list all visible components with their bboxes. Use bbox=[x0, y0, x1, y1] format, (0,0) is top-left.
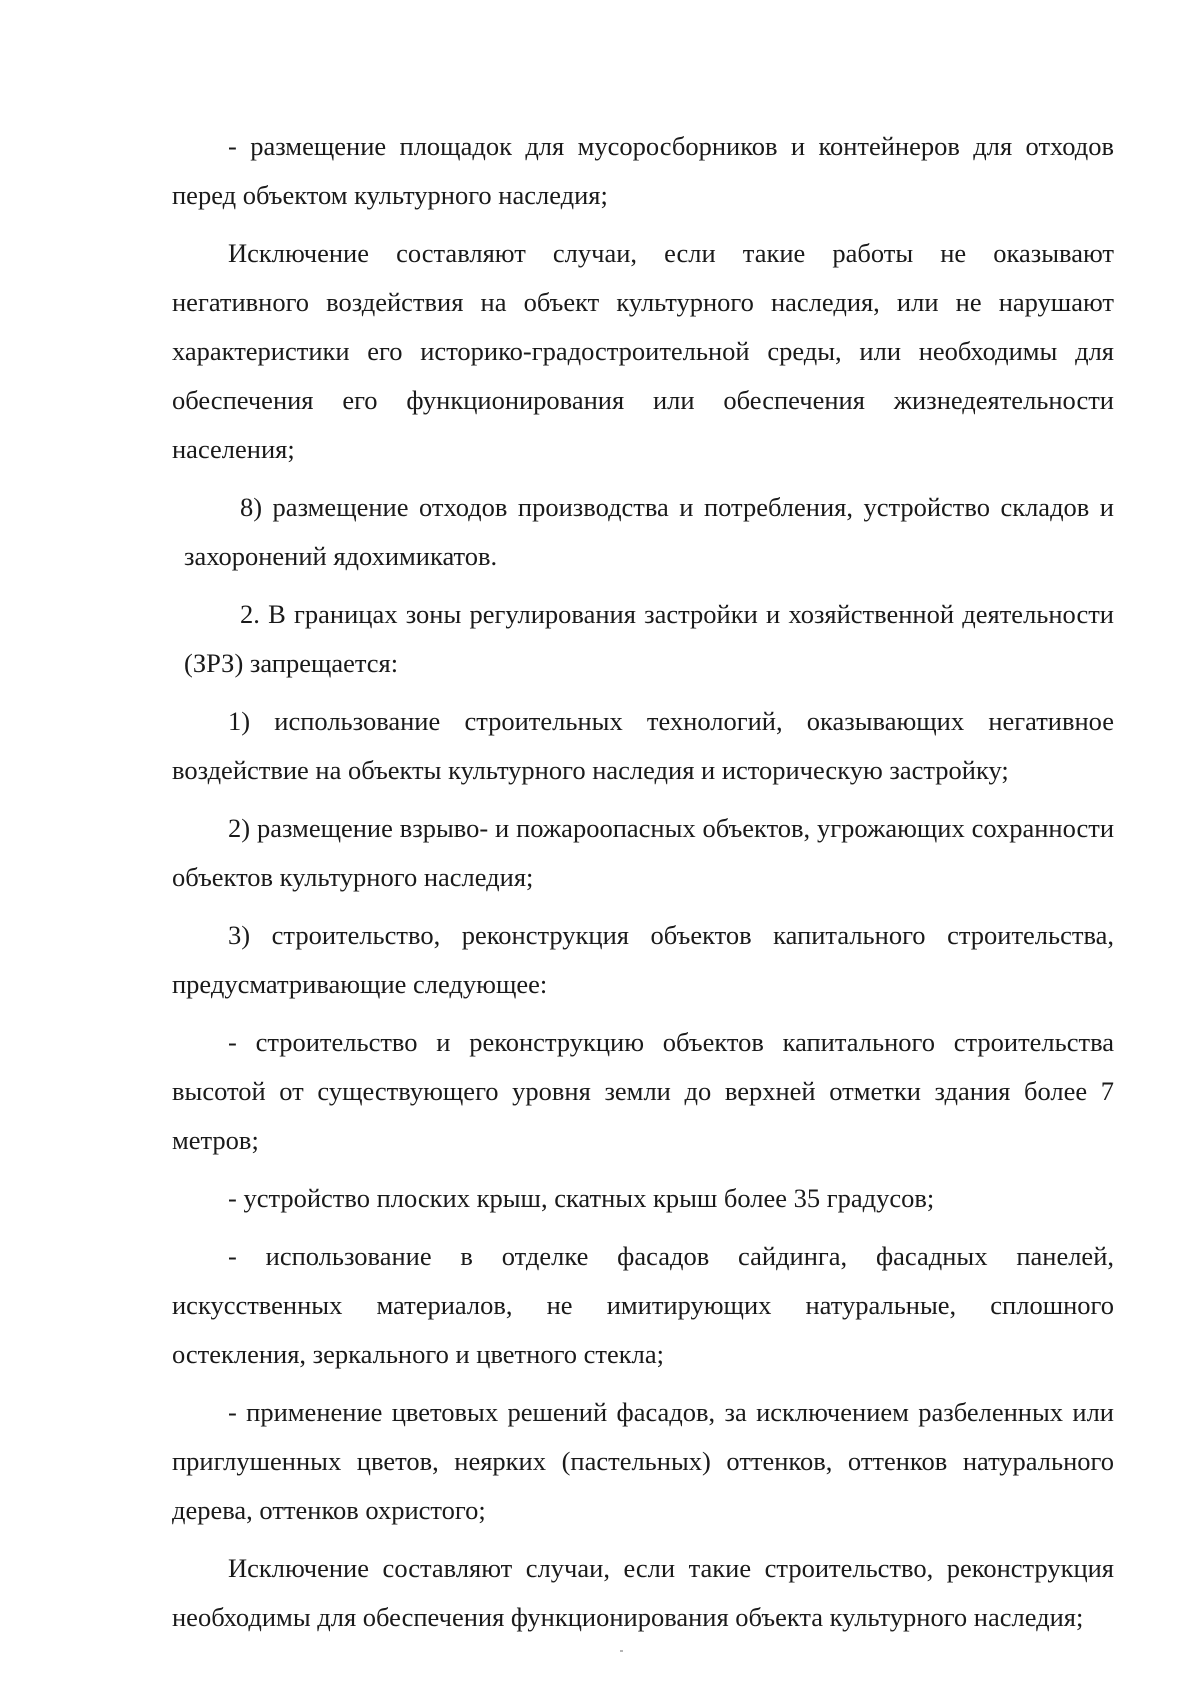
paragraph-facade-materials: - использование в отделке фасадов сайдинга, фасадных панелей, искусственных материалов, не имитирующих натуральные, сплошного остекления, зеркального и цветного стекла; bbox=[172, 1241, 1114, 1369]
paragraph-item-2: 2) размещение взрыво- и пожароопасных объектов, угрожающих сохранности объектов культурного наследия; bbox=[172, 813, 1114, 892]
paragraph-roofs: - устройство плоских крыш, скатных крыш более 35 градусов; bbox=[228, 1183, 935, 1213]
paragraph-height-limit: - строительство и реконструкцию объектов капитального строительства высотой от существующего уровня земли до верхней отметки здания более 7 метров; bbox=[172, 1027, 1114, 1155]
document-body bbox=[172, 122, 1114, 1651]
paragraph-item-1: 1) использование строительных технологий, оказывающих негативное воздействие на объекты культурного наследия и историческую застройку; bbox=[172, 706, 1114, 785]
paragraph-facade-colors: - применение цветовых решений фасадов, за исключением разбеленных или приглушенных цветов, неярких (пастельных) оттенков, оттенков натурального дерева, оттенков охристого; bbox=[172, 1397, 1114, 1525]
paragraph-zrz-heading: 2. В границах зоны регулирования застройки и хозяйственной деятельности (ЗРЗ) запрещается: bbox=[184, 599, 1114, 678]
paragraph-waste-containers: - размещение площадок для мусоросборников и контейнеров для отходов перед объектом культурного наследия; bbox=[172, 131, 1114, 210]
paragraph-item-3: 3) строительство, реконструкция объектов капитального строительства, предусматривающие следующее: bbox=[172, 920, 1114, 999]
paragraph-exception-construction: Исключение составляют случаи, если такие строительство, реконструкция необходимы для обеспечения функционирования объекта культурного наследия; bbox=[172, 1553, 1114, 1632]
paragraph-exception-works: Исключение составляют случаи, если такие работы не оказывают негативного воздействия на объект культурного наследия, или не нарушают характеристики его историко-градостроительной среды, или необходимы для обеспечения его функционирования или обеспечения жизнедеятельности населения; bbox=[172, 238, 1114, 464]
scan-speck bbox=[620, 1650, 623, 1652]
paragraph-item-8: 8) размещение отходов производства и потребления, устройство складов и захоронений ядохимикатов. bbox=[184, 492, 1114, 571]
